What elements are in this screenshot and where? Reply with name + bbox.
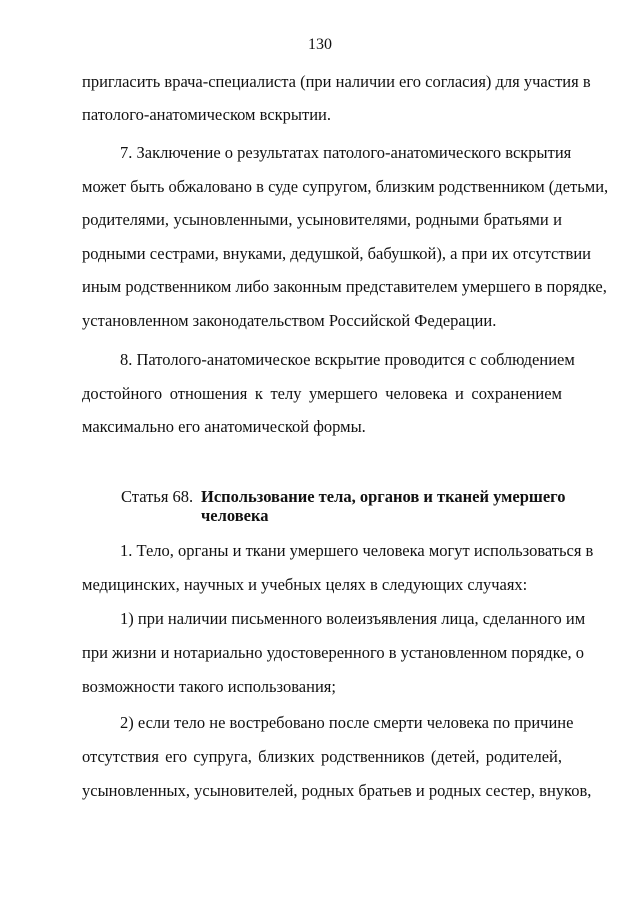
text-line: отсутствия его супруга, близких родственников (детей, родителей,: [82, 747, 562, 766]
article-title-line: Использование тела, органов и тканей умершего: [201, 487, 566, 506]
paragraph-7: [82, 143, 609, 331]
article-item-1: [82, 609, 586, 697]
text-line: достойного отношения к телу умершего человека и сохранением: [82, 383, 562, 403]
paragraph-8: [82, 350, 575, 437]
text-line: усыновленных, усыновителей, родных братьев и родных сестер, внуков,: [82, 781, 592, 800]
text-line: может быть обжаловано в суде супругом, близким родственником (детьми,: [82, 176, 609, 196]
article-paragraph-1: [82, 541, 594, 595]
text-line: пригласить врача-специалиста (при наличии его согласия) для участия в: [82, 72, 591, 91]
article-title-line: человека: [201, 506, 269, 525]
text-line: при жизни и нотариально удостоверенного в установленном порядке, о: [82, 643, 585, 662]
text-line: иным родственником либо законным представителем умершего в порядке,: [82, 277, 607, 296]
text-line: родителями, усыновленными, усыновителями, родными братьями и: [82, 210, 562, 229]
article-item-2: [82, 713, 592, 801]
paragraph-continuation: [82, 72, 591, 125]
text-line: 8. Патолого-анатомическое вскрытие проводится с соблюдением: [120, 350, 575, 369]
article-label: Статья 68.: [121, 487, 194, 506]
text-line: максимально его анатомической формы.: [82, 417, 366, 436]
text-line: медицинских, научных и учебных целях в следующих случаях:: [82, 575, 528, 594]
text-line: родными сестрами, внуками, дедушкой, бабушкой), а при их отсутствии: [82, 243, 591, 263]
text-line: 7. Заключение о результатах патолого-анатомического вскрытия: [120, 143, 572, 162]
page-number: 130: [308, 36, 332, 53]
text-line: установленном законодательством Российской Федерации.: [82, 310, 497, 330]
text-line: 1) при наличии письменного волеизъявления лица, сделанного им: [120, 609, 586, 628]
text-line: патолого-анатомическом вскрытии.: [82, 105, 331, 124]
text-line: 1. Тело, органы и ткани умершего человека могут использоваться в: [120, 541, 594, 560]
text-line: 2) если тело не востребовано после смерти человека по причине: [120, 713, 574, 732]
article-title: [201, 487, 581, 525]
text-line: возможности такого использования;: [82, 677, 336, 696]
